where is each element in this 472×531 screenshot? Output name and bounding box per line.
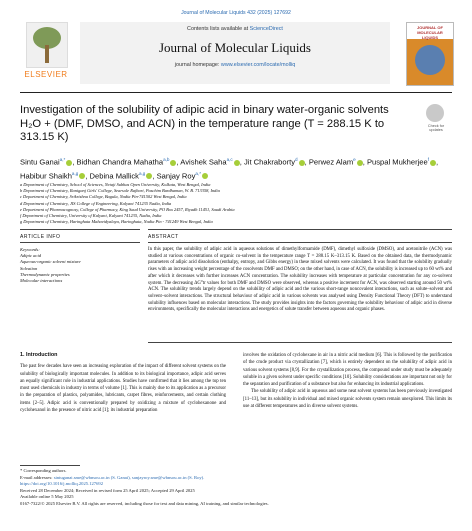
check-for-updates-button[interactable] bbox=[422, 104, 450, 134]
check-updates-label: Check for updates bbox=[427, 124, 445, 132]
corresponding-note: * Corresponding authors. bbox=[20, 468, 67, 473]
orcid-icon[interactable] bbox=[202, 173, 208, 179]
author-name[interactable]: Habibur Shaikh bbox=[20, 171, 72, 181]
journal-title: Journal of Molecular Liquids bbox=[159, 40, 311, 55]
author-separator: , bbox=[152, 171, 157, 181]
author-separator: , bbox=[436, 157, 439, 167]
author-affiliation-marker[interactable]: d bbox=[295, 157, 298, 162]
intro-paragraph-1: The past few decades have seen an increasing exploration of the impact of different solvent systems on the solubility of biologically important molecules. In addition to its biological importance, adipic acid serves an equally significant role in industrial applications. Studies have confirmed that it lies among the top ten most used chemicals in industry in terms of volume [1]. This is mainly due to its application as a precursor in the preparation of plastics, polyamides, lubricants, carpet fibres, reinforcements, and certain clothing items [2–5]. Adipic acid is conventionally prepared by oxidizing a mixture of cyclohexanone and cyclohexanol in the presence of nitric acid [1]; its industrial preparation bbox=[20, 364, 226, 414]
author-affiliation-marker[interactable]: e bbox=[353, 157, 356, 162]
header-rule bbox=[20, 92, 452, 93]
keyword-item: Adipic acid bbox=[20, 253, 42, 259]
author-affiliation-marker[interactable]: a,b bbox=[163, 157, 170, 162]
author-name[interactable]: Perwez Alam bbox=[308, 157, 354, 167]
elsevier-tree-icon bbox=[26, 22, 68, 68]
elsevier-logo[interactable] bbox=[20, 22, 72, 84]
author-affiliation-marker[interactable]: a,* bbox=[195, 170, 202, 176]
abstract-rule-2 bbox=[148, 242, 452, 243]
keyword-item: Solvation bbox=[20, 265, 38, 271]
abstract-rule bbox=[148, 229, 452, 230]
author-separator: , bbox=[362, 157, 367, 167]
email-line: E-mail addresses: sintuganai.sme@wbnsou.ac.in (S. Ganai), sanjayroy.sme@wbnsou.ac.in (S. Roy). bbox=[20, 474, 205, 480]
received-dates: Received 28 December 2024; Received in revised form 25 April 2025; Accepted 29 April 2025 bbox=[20, 487, 195, 493]
author-list bbox=[20, 154, 450, 181]
homepage-link[interactable]: www.elsevier.com/locate/molliq bbox=[220, 62, 296, 68]
check-updates-icon bbox=[426, 104, 444, 122]
email-links[interactable]: sintuganai.sme@wbnsou.ac.in (S. Ganai), sanjayroy.sme@wbnsou.ac.in (S. Roy). bbox=[53, 474, 205, 480]
intro-paragraph-3: The solubility of adipic acid in aqueous and some neat solvent systems has been previously investigated [11–13], but its solubility in individual and mixed organic solvents system remain unexplored. This limits its use at different temperatures and in diverse solvent systems. bbox=[243, 389, 452, 410]
footnote-rule bbox=[20, 465, 80, 466]
author-name[interactable]: Sanjay Roy bbox=[156, 171, 196, 181]
author-name[interactable]: Jit Chakraborty bbox=[243, 157, 296, 167]
author-separator: , bbox=[72, 157, 77, 167]
sciencedirect-link[interactable]: ScienceDirect bbox=[249, 26, 283, 32]
cover-title: JOURNAL OF MOLECULAR LIQUIDS bbox=[417, 25, 443, 40]
author-affiliation-marker[interactable]: a,* bbox=[59, 157, 66, 162]
keyword-item: Thermodynamic properties bbox=[20, 271, 70, 277]
journal-banner bbox=[80, 22, 390, 84]
abstract-end-rule bbox=[148, 342, 452, 343]
journal-cover-image[interactable] bbox=[406, 22, 454, 86]
affiliation-line: c Department of Chemistry, Srikrishna College, Bagula, Nadia Pin-741502 West Bengal, India bbox=[20, 194, 187, 200]
intro-heading: 1. Introduction bbox=[20, 352, 58, 358]
abstract-text: In this paper, the solubility of adipic acid in aqueous solutions of dimethylformamide (DMF), dimethyl sulfoxide (DMSO), and acetonitrile (ACN) was studied at various concentrations of organic co-solvent in the temperature range T = 288.15 K–313.15 K. Based on the obtained data, the thermodynamic parameters of adipic acid dissolution (enthalpy, entropy, and Gibbs energy) in these mixed solvents were calculated. It was found that the solubility gradually rises with an increasing weight percentage of the cosolvents DMF and DMSO; on the other hand, in case of ACN, the solubility is increased up to 60 wt% and after which it decreases with further increases ACN concentration. The solubility increases with temperature at particular concentration for any co-solvent system. The decreasing ΔG°tr values for both DMF and DMSO were observed, whereas a positive increment for ACN, was observed starting around 50 wt% ACN. The solubility trends largely depend on the solubility of adipic acid and the various short-range noncovalent interactions, such as solute–solvent and solvent–solvent interactions. The structural behaviour of adipic acid in various solvents was analysed using Density Functional Theory (DFT) to understand solubility influences based on molecular interactions. The study provides insights into the factors governing the solubility behaviour of adipic acid in diverse environments, specifically the molecular interactions and energetics of solute transfer between aqueous and organic phases. bbox=[148, 247, 453, 313]
affiliations bbox=[20, 182, 450, 225]
article-title: Investigation of the solubility of adipic acid in binary water-organic solvents H₂O + (DMF, DMSO, and ACN) in the temperature range (T = 288.15 K to 313.15 K) bbox=[20, 104, 389, 144]
keywords-label: Keywords: bbox=[20, 247, 40, 252]
author-name[interactable]: Debina Mallick bbox=[89, 171, 139, 181]
intro-left-column bbox=[20, 352, 226, 414]
contents-line: Contents lists available at ScienceDirect bbox=[187, 26, 283, 32]
cover-graphic bbox=[415, 45, 445, 75]
keyword-item: Molecular interactions bbox=[20, 278, 63, 284]
journal-homepage: journal homepage: www.elsevier.com/locate/molliq bbox=[174, 62, 296, 68]
abstract-label: ABSTRACT bbox=[148, 234, 179, 240]
affiliation-line: a Department of Chemistry, School of Sciences, Netaji Subhas Open University, Kolkata, West Bengal, India bbox=[20, 182, 211, 187]
author-separator: , bbox=[239, 157, 244, 167]
author-separator: , bbox=[304, 157, 309, 167]
available-online: Available online 5 May 2025 bbox=[20, 494, 74, 500]
keyword-item: Aqueous-organic solvent mixture bbox=[20, 259, 81, 265]
publisher-name: ELSEVIER bbox=[24, 70, 68, 79]
article-info-label: ARTICLE INFO bbox=[20, 234, 61, 240]
journal-header bbox=[20, 22, 452, 88]
author-name[interactable]: Bidhan Chandra Mahatha bbox=[76, 157, 164, 167]
author-affiliation-marker[interactable]: a,c bbox=[226, 157, 233, 162]
affiliation-line: d Department of Chemistry, JIS College of Engineering, Kalyani 741235 Nadia, India bbox=[20, 200, 172, 206]
author-affiliation-marker[interactable]: a,g bbox=[138, 170, 146, 176]
author-affiliation-marker[interactable]: f bbox=[427, 157, 430, 162]
keywords-block bbox=[20, 247, 140, 284]
affiliation-line: g Department of Chemistry, Haringhata Mahavidyalaya, Haringhata, Nadia Pin - 741249 West Bengal, India bbox=[20, 219, 213, 225]
artinfo-rule bbox=[20, 229, 140, 230]
copyright-line: 0167-7322/© 2025 Elsevier B.V. All rights are reserved, including those for text and data mining, AI training, and similar technologies. bbox=[20, 500, 269, 506]
doi-link[interactable]: https://doi.org/10.1016/j.molliq.2025.127692 bbox=[20, 481, 103, 487]
author-separator: , bbox=[176, 157, 181, 167]
author-name[interactable]: Avishek Saha bbox=[180, 157, 227, 167]
author-separator: , bbox=[85, 171, 90, 181]
author-affiliation-marker[interactable]: a,g bbox=[71, 170, 79, 176]
intro-right-column bbox=[243, 352, 452, 410]
author-name[interactable]: Puspal Mukherjee bbox=[366, 157, 428, 167]
footnotes bbox=[20, 468, 452, 508]
journal-citation[interactable]: Journal of Molecular Liquids 432 (2025) 127692 bbox=[181, 10, 291, 16]
affiliation-line: e Department of Pharmacognosy, College of Pharmacy, King Saud University, PO Box 2457, Riyadh 11451, Saudi Arabia bbox=[20, 206, 235, 212]
author-name[interactable]: Sintu Ganai bbox=[20, 157, 60, 167]
intro-paragraph-2: involves the oxidation of cyclohexane in air in a nitric acid medium [6]. This is followed by the purification of the crude product via crystallization [7], which is entirely dependent on the solubility of adipic acid in various solvent systems [8,9]. For the crystallization process, the compound under study must be adequately soluble in a given solvent under specific conditions [10]. Solubility considerations are important not only for the separation and purification of a substance but also for enhancing its industrial applications. bbox=[243, 353, 452, 388]
artinfo-rule-2 bbox=[20, 242, 140, 243]
affiliation-line: b Department of Chemistry, Raniganj Girls' College, Searsole Rajbari, Paschim Bardhaman, W. B. 713358, India bbox=[20, 188, 220, 194]
affiliation-line: f Department of Chemistry, University of Kalyani, Kalyani 741235, Nadia, India bbox=[20, 213, 162, 219]
